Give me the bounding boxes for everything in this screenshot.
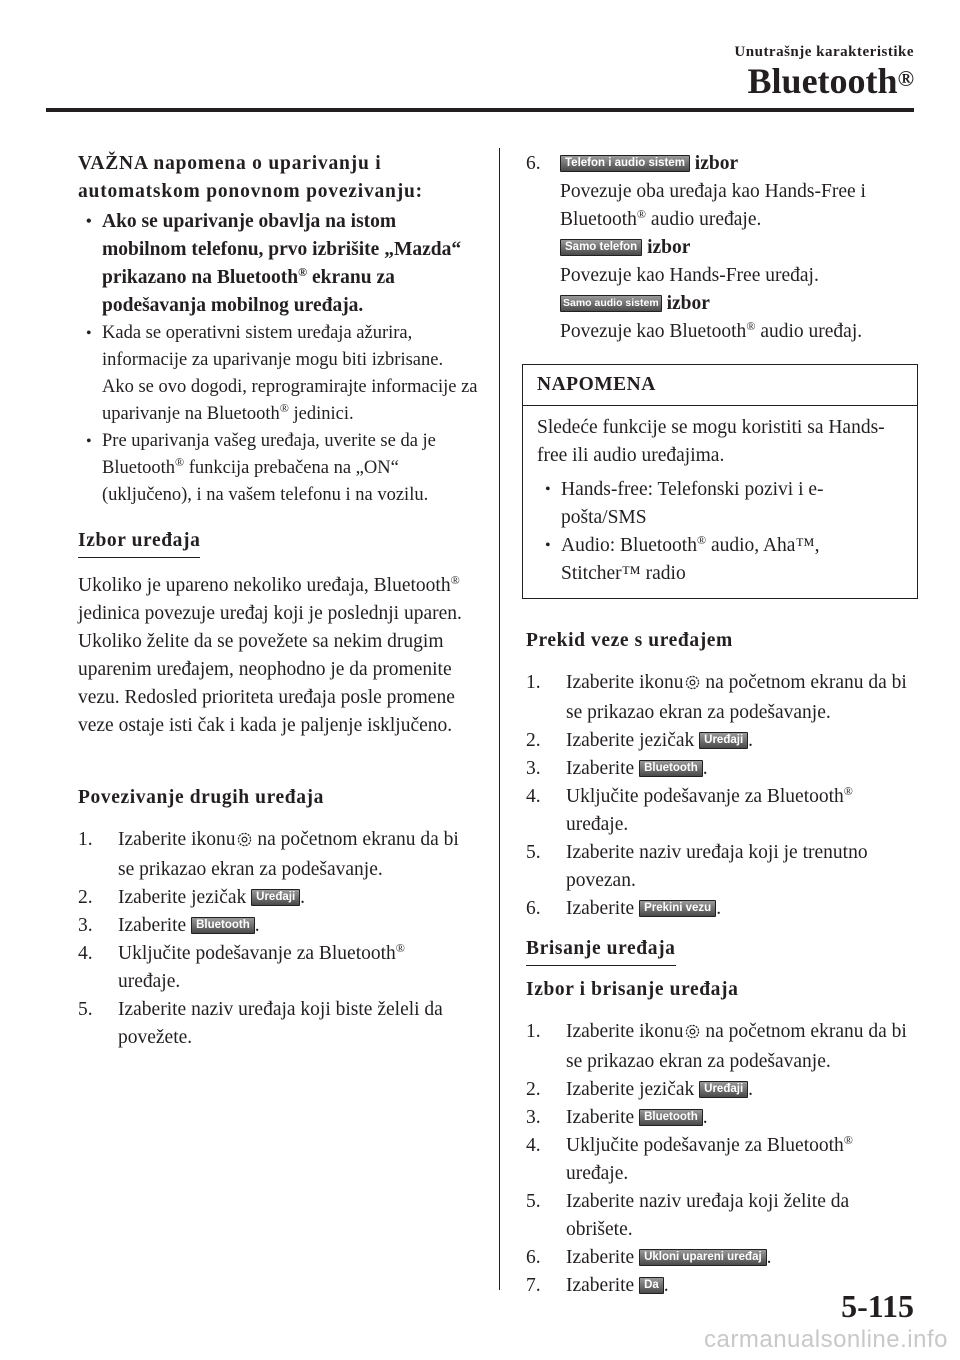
bullet-dot: • xyxy=(545,481,551,498)
step-number: 2. xyxy=(526,730,541,751)
bullet-text: ekranu za podešavanja mobilnog uređaja. xyxy=(102,267,395,316)
audio-only-button[interactable]: Samo audio sistem xyxy=(560,295,662,312)
note-box xyxy=(522,364,918,599)
gear-icon xyxy=(237,828,252,856)
izbor-heading-wrap xyxy=(78,527,478,558)
remove-paired-device-button[interactable]: Ukloni upareni uređaj xyxy=(639,1249,767,1266)
watermark: carmanualsonline.info xyxy=(704,1326,948,1353)
step-text: Izaberite xyxy=(566,758,640,779)
step-text: uređaje. xyxy=(566,1163,629,1184)
gear-icon xyxy=(685,671,700,699)
bullet-text: Pre uparivanja vašeg uređaja, uverite se da je Bluetooth xyxy=(102,431,436,478)
step-number: 3. xyxy=(78,915,93,936)
bullet-delete-mazda xyxy=(78,208,478,320)
bluetooth-button[interactable]: Bluetooth xyxy=(639,760,703,777)
note-body xyxy=(523,406,917,598)
step-text: Izaberite jezičak xyxy=(118,887,252,908)
right-column xyxy=(526,150,918,1300)
bullet-dot: • xyxy=(86,325,92,342)
step-number: 3. xyxy=(526,1107,541,1128)
option-description xyxy=(526,178,918,234)
note-title: NAPOMENA xyxy=(523,365,917,406)
step-item xyxy=(526,727,918,755)
registered-mark: ® xyxy=(279,401,289,415)
bullet-dot: • xyxy=(86,433,92,450)
step-item xyxy=(78,996,478,1052)
subheading-prekid: Prekid veze s uređajem xyxy=(526,630,733,651)
step-number: 6. xyxy=(526,153,541,174)
step-number: 2. xyxy=(78,887,93,908)
step-text: . xyxy=(716,898,722,919)
step-number: 7. xyxy=(526,1275,541,1296)
step-text: Izaberite xyxy=(566,1107,640,1128)
step-number: 1. xyxy=(526,1021,541,1042)
steps-brisanje xyxy=(526,1018,918,1300)
step-text: Izaberite xyxy=(566,898,640,919)
step-item xyxy=(78,912,478,940)
brisanje-heading-wrap xyxy=(526,935,918,966)
step-text: Izaberite xyxy=(118,915,192,936)
subheading-izbor-brisanje: Izbor i brisanje uređaja xyxy=(526,979,739,1000)
step-item xyxy=(526,783,918,839)
bullet-os-update xyxy=(78,320,478,428)
step-item xyxy=(526,1188,918,1244)
step-number: 1. xyxy=(526,672,541,693)
paragraph-text: jedinica povezuje uređaj koji je poslednji uparen. Ukoliko želite da se povežete sa nekim drugim uparenim uređajem, neophodno je da promenite vezu. Redosled prioriteta uređaja posle promene veze ostaje isti čak i kada je paljenje isključeno. xyxy=(78,603,462,736)
page-title-text: Bluetooth xyxy=(747,61,898,101)
step-number: 3. xyxy=(526,758,541,779)
step-text: Uključite podešavanje za Bluetooth xyxy=(566,1135,844,1156)
step-6-options xyxy=(526,150,918,346)
steps-prekid xyxy=(526,669,918,923)
step-text: uređaje. xyxy=(118,971,181,992)
bullet-text: Kada se operativni sistem uređaja ažurira, informacije za uparivanje mogu biti izbrisane. Ako se ovo dogodi, reprogramirajte informacije za uparivanje na Bluetooth xyxy=(102,323,478,424)
step-item xyxy=(78,826,478,884)
option-samo-audio xyxy=(526,290,918,318)
step-text: Izaberite ikonu xyxy=(566,1021,684,1042)
option-desc-text: audio uređaje. xyxy=(646,209,762,230)
step-text: Uključite podešavanje za Bluetooth xyxy=(566,786,844,807)
yes-button[interactable]: Da xyxy=(639,1277,664,1294)
step-text: . xyxy=(663,1275,669,1296)
bullet-dot: • xyxy=(545,537,551,554)
step-text: . xyxy=(748,730,754,751)
phone-only-button[interactable]: Samo telefon xyxy=(560,239,642,256)
step-text: Izaberite ikonu xyxy=(118,829,236,850)
step-item xyxy=(526,1076,918,1104)
gear-icon xyxy=(685,1020,700,1048)
header-section-label: Unutrašnje karakteristike xyxy=(734,44,914,60)
bullet-text: Hands-free: Telefonski pozivi i e-pošta/SMS xyxy=(561,479,824,528)
note-bullet xyxy=(537,476,903,532)
step-number: 5. xyxy=(78,999,93,1020)
registered-mark: ® xyxy=(636,207,647,221)
step-number: 6. xyxy=(526,898,541,919)
devices-tab-button[interactable]: Uređaji xyxy=(251,889,300,906)
column-divider xyxy=(499,148,500,1290)
registered-mark: ® xyxy=(174,455,185,469)
step-item xyxy=(526,755,918,783)
registered-mark: ® xyxy=(746,319,756,333)
option-telefon-audio xyxy=(526,150,918,178)
step-number: 2. xyxy=(526,1079,541,1100)
step-item xyxy=(526,1018,918,1076)
header-rule xyxy=(46,108,914,112)
option-desc-text: Povezuje oba uređaja kao Hands-Free i Bluetooth xyxy=(560,181,866,230)
step-number: 5. xyxy=(526,1191,541,1212)
note-bullet xyxy=(537,532,903,588)
registered-mark: ® xyxy=(843,784,853,798)
registered-mark: ® xyxy=(897,66,914,91)
step-text: Izaberite xyxy=(566,1275,640,1296)
step-item xyxy=(78,940,478,996)
step-text: Izaberite xyxy=(566,1247,640,1268)
registered-mark: ® xyxy=(696,533,707,547)
bullet-bluetooth-on xyxy=(78,428,478,509)
section-heading-izbor: Izbor uređaja xyxy=(78,527,200,558)
section-heading-brisanje: Brisanje uređaja xyxy=(526,935,676,966)
step-text: . xyxy=(254,915,260,936)
option-samo-telefon xyxy=(526,234,918,262)
option-label: izbor xyxy=(647,237,691,258)
step-text: . xyxy=(702,1107,708,1128)
step-text: Izaberite jezičak xyxy=(566,730,700,751)
page-number: 5-115 xyxy=(841,1288,914,1324)
izbor-paragraph xyxy=(78,572,478,740)
step-item xyxy=(526,1132,918,1188)
step-number: 4. xyxy=(526,1135,541,1156)
bullet-text: jedinici. xyxy=(288,404,354,424)
step-number: 5. xyxy=(526,842,541,863)
registered-mark: ® xyxy=(450,573,460,587)
option-desc-text: Povezuje kao Bluetooth xyxy=(560,321,747,342)
bluetooth-button[interactable]: Bluetooth xyxy=(639,1109,703,1126)
bluetooth-button[interactable]: Bluetooth xyxy=(191,917,255,934)
bullet-text: audio, Aha™, Stitcher™ radio xyxy=(561,535,820,584)
step-text: . xyxy=(766,1247,772,1268)
option-label: izbor xyxy=(694,153,739,174)
step-number: 4. xyxy=(526,786,541,807)
step-item xyxy=(526,669,918,727)
step-text: na početnom ekranu da bi se prikazao ekran za podešavanje. xyxy=(566,672,907,723)
devices-tab-button[interactable]: Uređaji xyxy=(699,732,748,749)
step-text: Izaberite naziv uređaja koji je trenutno povezan. xyxy=(566,842,868,891)
step-number: 1. xyxy=(78,829,93,850)
step-text: . xyxy=(702,758,708,779)
bullet-text: Ako se uparivanje obavlja na istom mobilnom telefonu, prvo izbrišite „Mazda“ prikazano na Bluetooth xyxy=(102,211,462,288)
left-column xyxy=(78,150,478,1052)
step-text: Izaberite ikonu xyxy=(566,672,684,693)
option-label: izbor xyxy=(666,293,710,314)
registered-mark: ® xyxy=(298,265,308,279)
phone-and-audio-button[interactable]: Telefon i audio sistem xyxy=(560,155,690,172)
step-text: uređaje. xyxy=(566,814,629,835)
registered-mark: ® xyxy=(843,1133,853,1147)
page-title xyxy=(748,60,914,102)
step-number: 4. xyxy=(78,943,93,964)
step-text: na početnom ekranu da bi se prikazao ekran za podešavanje. xyxy=(118,829,459,880)
step-text: na početnom ekranu da bi se prikazao ekran za podešavanje. xyxy=(566,1021,907,1072)
note-intro: Sledeće funkcije se mogu koristiti sa Hands-free ili audio uređajima. xyxy=(537,417,885,466)
option-description: Povezuje kao Hands-Free uređaj. xyxy=(560,265,819,286)
step-item xyxy=(78,884,478,912)
step-item xyxy=(526,839,918,895)
option-desc-text: audio uređaj. xyxy=(755,321,863,342)
step-number: 6. xyxy=(526,1247,541,1268)
subheading-povezivanje: Povezivanje drugih uređaja xyxy=(78,787,324,808)
step-text: Izaberite jezičak xyxy=(566,1079,700,1100)
step-item xyxy=(526,895,918,923)
bullet-dot: • xyxy=(86,213,92,230)
step-text: Uključite podešavanje za Bluetooth xyxy=(118,943,396,964)
paragraph-text: Ukoliko je upareno nekoliko uređaja, Bluetooth xyxy=(78,575,451,596)
disconnect-button[interactable]: Prekini vezu xyxy=(639,900,716,917)
step-text: . xyxy=(748,1079,754,1100)
step-text: Izaberite naziv uređaja koji biste želeli da povežete. xyxy=(118,999,443,1048)
important-heading: VAŽNA napomena o uparivanju i automatskom ponovnom povezivanju: xyxy=(78,153,423,202)
bullet-text: funkcija prebačena na „ON“ (uključeno), i na vašem telefonu i na vozilu. xyxy=(102,458,429,505)
devices-tab-button[interactable]: Uređaji xyxy=(699,1081,748,1098)
option-description xyxy=(526,318,918,346)
step-item xyxy=(526,1244,918,1272)
bullet-text: Audio: Bluetooth xyxy=(561,535,697,556)
step-item xyxy=(526,1104,918,1132)
step-text: Izaberite naziv uređaja koji želite da obrišete. xyxy=(566,1191,850,1240)
registered-mark: ® xyxy=(395,941,405,955)
steps-povezivanje xyxy=(78,826,478,1052)
step-text: . xyxy=(300,887,306,908)
